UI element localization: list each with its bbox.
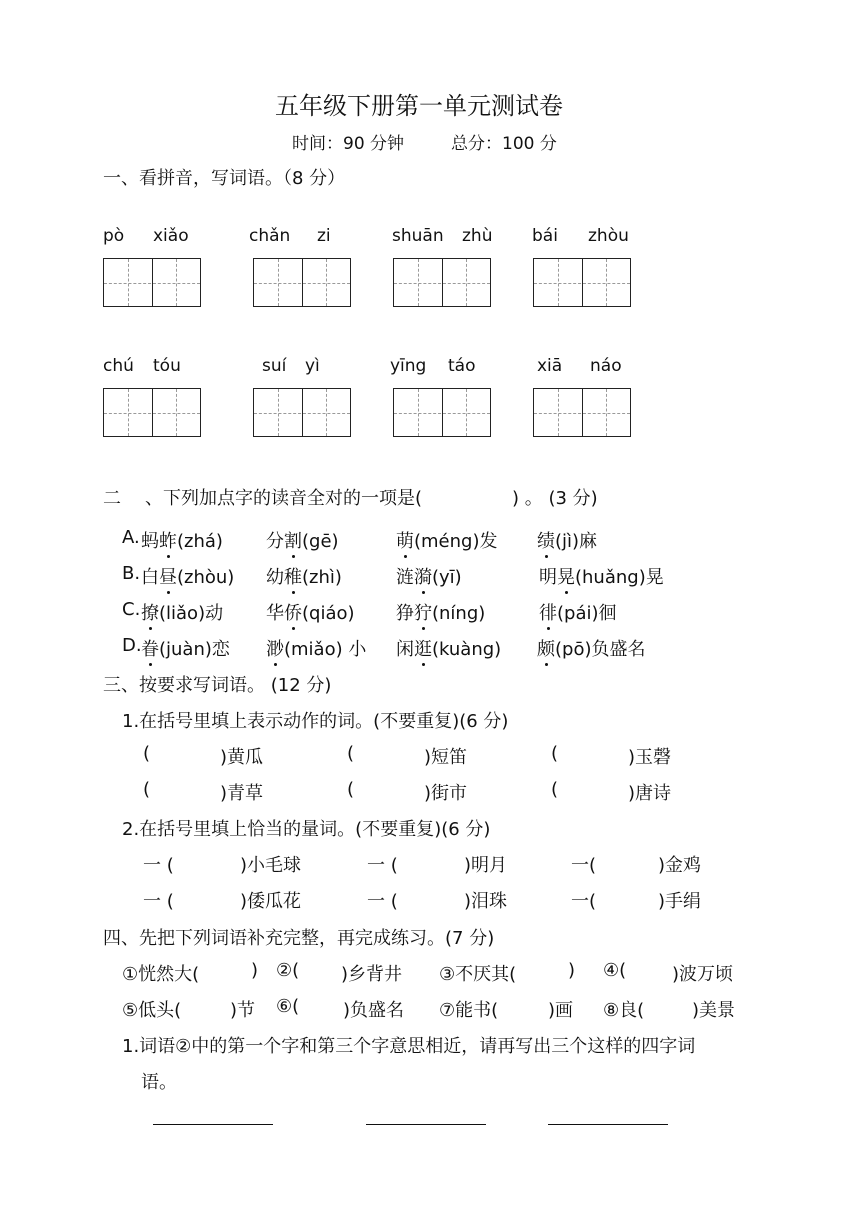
q1-close-2: )短笛: [424, 747, 468, 768]
section4-q1-line2: 语。: [141, 1072, 177, 1093]
q1-blank-1[interactable]: [152, 743, 218, 765]
score-info: 总分：100 分: [451, 134, 557, 154]
pinyin-1a: pò: [103, 226, 125, 246]
q1-open-1: (: [143, 743, 151, 764]
pinyin-2a: chǎn: [249, 226, 291, 246]
q1-blank-2[interactable]: [356, 743, 422, 765]
option-c-item-3: 狰狞(níng): [396, 599, 485, 625]
idiom-7-close: )画: [548, 1000, 574, 1021]
q2-blank-1[interactable]: [183, 851, 239, 873]
q1-close-3: )玉磬: [628, 747, 672, 768]
writing-grid-2[interactable]: [253, 258, 351, 307]
idiom-8-blank[interactable]: [656, 996, 690, 1018]
idiom-8-close: )美景: [692, 1000, 736, 1021]
option-b-item-2: 幼稚(zhì): [266, 563, 342, 589]
option-a-item-1: 蚂蚱(zhá): [141, 527, 223, 553]
idiom-6-open: ⑥(: [276, 996, 300, 1017]
writing-grid-5[interactable]: [103, 388, 201, 437]
idiom-1-open: ①恍然大(: [122, 964, 200, 985]
writing-grid-3[interactable]: [393, 258, 491, 307]
option-c-label[interactable]: C.: [122, 599, 141, 620]
q1-open-3: (: [551, 743, 559, 764]
answer-line-3[interactable]: [548, 1124, 668, 1125]
section2-heading: 、下列加点字的读音全对的一项是(: [145, 488, 423, 509]
option-d-item-4: 颇(pō)负盛名: [537, 635, 645, 661]
idiom-2-blank[interactable]: [306, 960, 338, 982]
idiom-7-open: ⑦能书(: [439, 1000, 499, 1021]
pinyin-7a: yīng: [390, 356, 427, 376]
writing-grid-8[interactable]: [533, 388, 631, 437]
writing-grid-6[interactable]: [253, 388, 351, 437]
option-b-item-3: 涟漪(yī): [396, 563, 462, 589]
option-c-item-1: 撩(liǎo)动: [141, 599, 223, 625]
answer-line-1[interactable]: [153, 1124, 273, 1125]
answer-line-2[interactable]: [366, 1124, 486, 1125]
q1-close-6: )唐诗: [628, 783, 672, 804]
option-b-item-1: 白昼(zhòu): [141, 563, 234, 589]
q2-open-2: 一 (: [367, 855, 398, 876]
q1-open-5: (: [347, 779, 355, 800]
q1-blank-4[interactable]: [152, 779, 218, 801]
q2-blank-3[interactable]: [600, 851, 656, 873]
q1-blank-5[interactable]: [356, 779, 422, 801]
option-a-item-4: 绩(jì)麻: [537, 527, 597, 553]
pinyin-6a: suí: [262, 356, 287, 376]
idiom-4-close: )波万顷: [672, 964, 734, 985]
q2-blank-6[interactable]: [600, 887, 656, 909]
q1-close-4: )青草: [220, 783, 264, 804]
pinyin-5b: tóu: [153, 356, 181, 376]
q2-open-4: 一 (: [143, 891, 174, 912]
pinyin-4a: bái: [532, 226, 558, 246]
idiom-1-close: ): [251, 960, 259, 981]
time-info: 时间：90 分钟: [292, 134, 405, 154]
option-c-item-2: 华侨(qiáo): [266, 599, 355, 625]
option-a-label[interactable]: A.: [122, 527, 140, 548]
q2-close-5: )泪珠: [464, 891, 508, 912]
option-d-item-3: 闲逛(kuàng): [396, 635, 501, 661]
q2-close-4: )倭瓜花: [240, 891, 302, 912]
pinyin-8b: náo: [590, 356, 622, 376]
idiom-4-blank[interactable]: [634, 960, 670, 982]
writing-grid-4[interactable]: [533, 258, 631, 307]
page-title: 五年级下册第一单元测试卷: [275, 92, 563, 120]
q1-open-2: (: [347, 743, 355, 764]
section4-q1-line1: 1.词语②中的第一个字和第三个字意思相近，请再写出三个这样的四字词: [122, 1036, 696, 1057]
section3-q2-prompt: 2.在括号里填上恰当的量词。(不要重复)(6 分): [122, 819, 491, 840]
option-d-item-1: 眷(juàn)恋: [141, 635, 230, 661]
section4-heading: 四、先把下列词语补充完整，再完成练习。(7 分): [103, 928, 495, 949]
idiom-2-close: )乡背井: [341, 964, 403, 985]
idiom-3-open: ③不厌其(: [439, 964, 517, 985]
idiom-2-open: ②(: [276, 960, 300, 981]
q1-open-4: (: [143, 779, 151, 800]
pinyin-7b: táo: [448, 356, 476, 376]
pinyin-6b: yì: [305, 356, 320, 376]
q2-open-3: 一(: [571, 855, 597, 876]
section2-answer-blank[interactable]: [452, 484, 510, 506]
q1-blank-6[interactable]: [560, 779, 626, 801]
q2-open-1: 一 (: [143, 855, 174, 876]
option-d-label[interactable]: D.: [122, 635, 142, 656]
q1-blank-3[interactable]: [560, 743, 626, 765]
idiom-3-blank[interactable]: [530, 960, 566, 982]
section2-heading-close: ) 。 (3 分): [512, 488, 598, 509]
idiom-6-blank[interactable]: [306, 996, 340, 1018]
option-b-label[interactable]: B.: [122, 563, 141, 584]
idiom-5-close: )节: [230, 1000, 256, 1021]
q1-close-1: )黄瓜: [220, 747, 264, 768]
pinyin-4b: zhòu: [588, 226, 629, 246]
pinyin-3a: shuān: [392, 226, 444, 246]
pinyin-3b: zhù: [462, 226, 493, 246]
pinyin-1b: xiǎo: [153, 226, 189, 246]
idiom-6-close: )负盛名: [343, 1000, 405, 1021]
section3-heading: 三、按要求写词语。 (12 分): [103, 675, 332, 696]
option-d-item-2: 渺(miǎo) 小: [266, 635, 366, 661]
pinyin-8a: xiā: [537, 356, 563, 376]
idiom-4-open: ④(: [603, 960, 627, 981]
pinyin-2b: zi: [317, 226, 331, 246]
option-c-item-4: 徘(pái)徊: [539, 599, 617, 625]
idiom-5-blank[interactable]: [194, 996, 228, 1018]
idiom-8-open: ⑧良(: [603, 1000, 645, 1021]
option-a-item-3: 萌(méng)发: [396, 527, 498, 553]
writing-grid-1[interactable]: [103, 258, 201, 307]
section1-heading: 一、看拼音，写词语。（8 分）: [103, 168, 346, 189]
writing-grid-7[interactable]: [393, 388, 491, 437]
q1-close-5: )街市: [424, 783, 468, 804]
idiom-3-close: ): [568, 960, 576, 981]
pinyin-5a: chú: [103, 356, 134, 376]
q2-close-1: )小毛球: [240, 855, 302, 876]
section3-q1-prompt: 1.在括号里填上表示动作的词。(不要重复)(6 分): [122, 711, 509, 732]
q2-blank-4[interactable]: [183, 887, 239, 909]
idiom-1-blank[interactable]: [210, 960, 248, 982]
q2-open-6: 一(: [571, 891, 597, 912]
q2-blank-2[interactable]: [407, 851, 463, 873]
idiom-5-open: ⑤低头(: [122, 1000, 182, 1021]
q2-close-3: )金鸡: [658, 855, 702, 876]
option-b-item-4: 明晃(huǎng)晃: [539, 563, 664, 589]
q1-open-6: (: [551, 779, 559, 800]
q2-close-6: )手绢: [658, 891, 702, 912]
q2-open-5: 一 (: [367, 891, 398, 912]
section2-number: 二: [103, 488, 121, 509]
option-a-item-2: 分割(gē): [266, 527, 339, 553]
q2-blank-5[interactable]: [407, 887, 463, 909]
q2-close-2: )明月: [464, 855, 508, 876]
idiom-7-blank[interactable]: [512, 996, 546, 1018]
